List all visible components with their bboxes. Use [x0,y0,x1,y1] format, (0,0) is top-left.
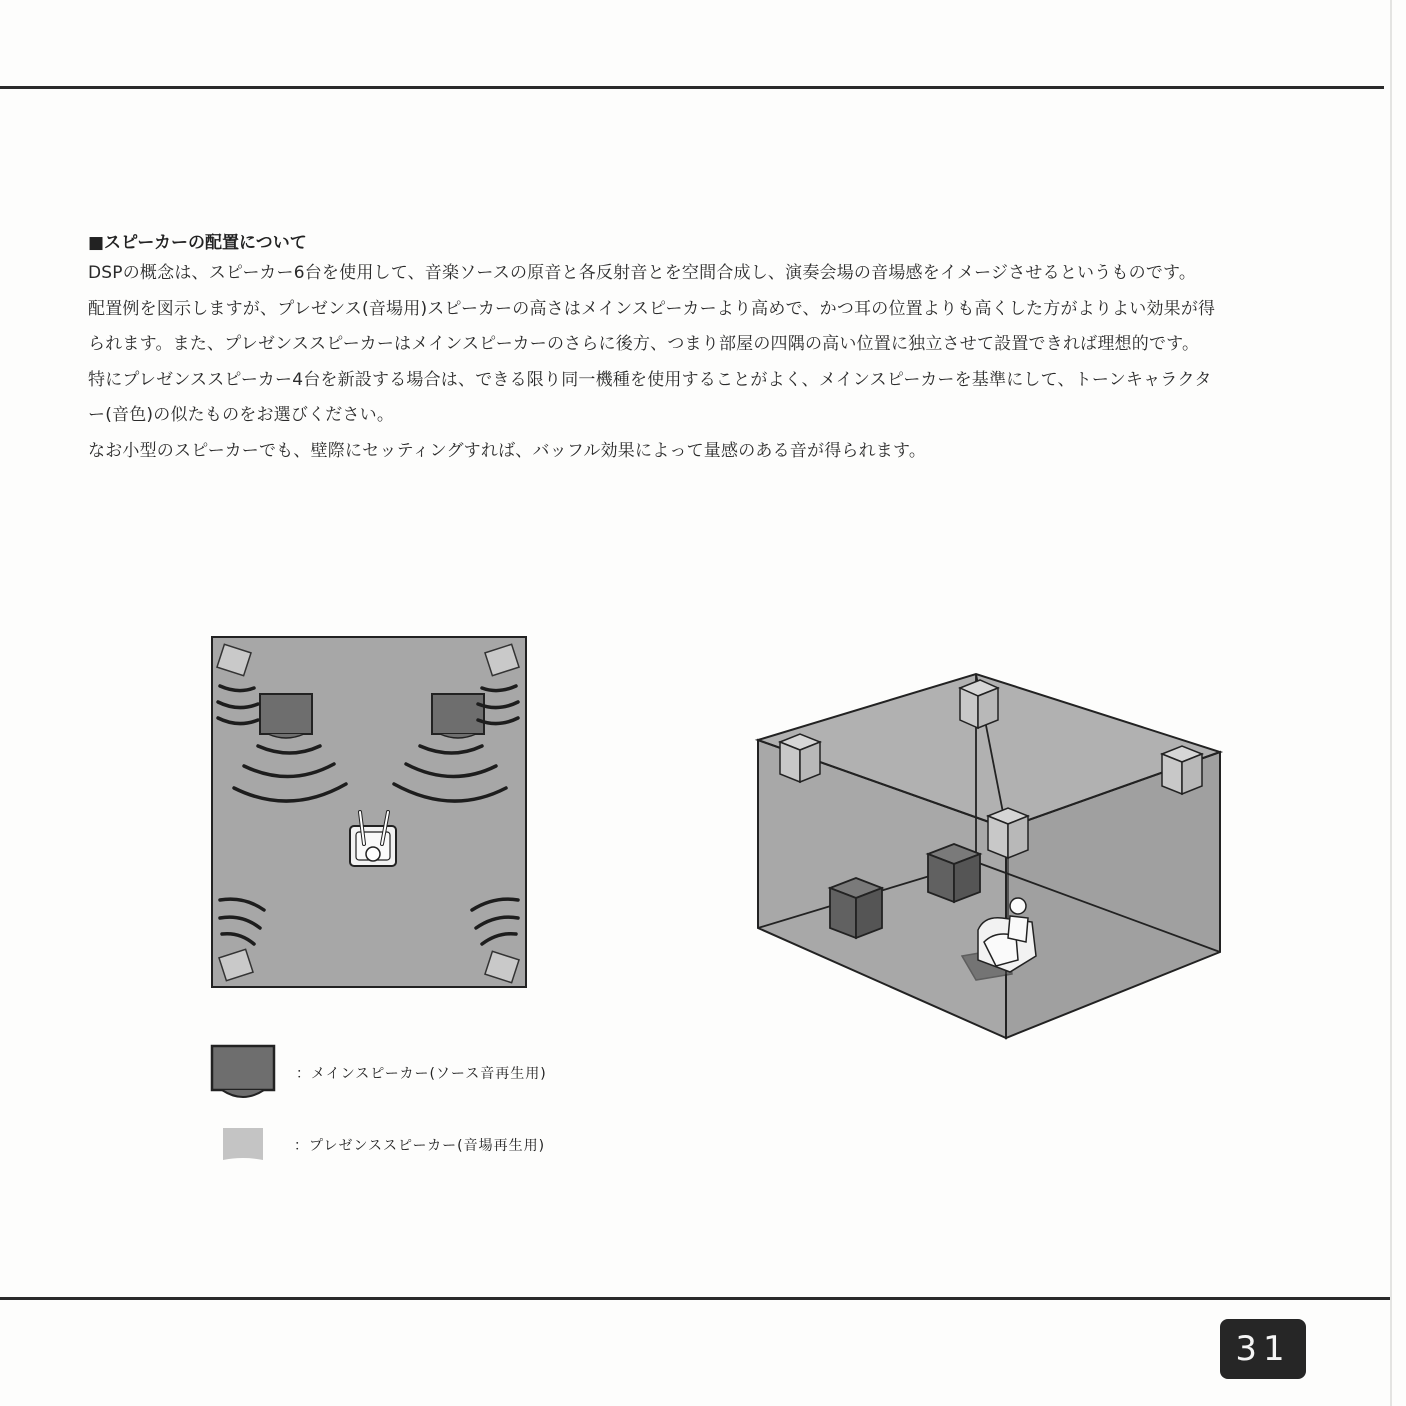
main-speaker-left-3d [830,878,882,938]
isometric-room-diagram [740,660,1240,1060]
paragraph-line: ー(音色)の似たものをお選びください。 [88,405,395,425]
page-number: 31 [1220,1319,1306,1379]
paragraph-line: なお小型のスピーカーでも、壁際にセッティングすれば、バッフル効果によって量感のある音が得られます。 [88,440,927,461]
paragraph-line: 配置例を図示しますが、プレゼンス(音場用)スピーカーの高さはメインスピーカーより高めで、かつ耳の位置よりも高くした方がよりよい効果が得 [88,298,1216,319]
main-speaker-swatch [210,1044,276,1102]
presence-speaker-left [780,734,820,782]
main-speaker-right [432,694,484,738]
paragraph-line: られます。また、プレゼンススピーカーはメインスピーカーのさらに後方、つまり部屋の四隅の高い位置に独立させて設置できれば理想的です。 [88,334,1200,354]
presence-speaker-back [960,680,998,728]
legend-main-speaker [210,1044,547,1102]
section-heading: ■スピーカーの配置について [88,233,307,253]
presence-speaker-right [1162,746,1202,794]
floor-plan-diagram [200,626,540,1006]
paragraph-line: 特にプレゼンススピーカー4台を新設する場合は、できる限り同一機種を使用することがよく、メインスピーカーを基準にして、トーンキャラクタ [88,369,1212,390]
paragraph-line: DSPの概念は、スピーカー6台を使用して、音楽ソースの原音と各反射音とを空間合成し、演奏会場の音場感をイメージさせるというものです。 [88,263,1197,283]
legend-presence-label: ：プレゼンススピーカー(音場再生用) [294,1138,546,1154]
bottom-rule [0,1297,1390,1300]
main-speaker-left [260,694,312,738]
page-edge [1390,0,1392,1406]
legend-main-label: ：メインスピーカー(ソース音再生用) [296,1066,547,1082]
presence-speaker-swatch [222,1126,264,1164]
body-text [88,256,1328,469]
room-floor [212,637,526,987]
main-speaker-right-3d [928,844,980,902]
top-rule [0,86,1384,89]
legend-presence-speaker [222,1126,545,1164]
